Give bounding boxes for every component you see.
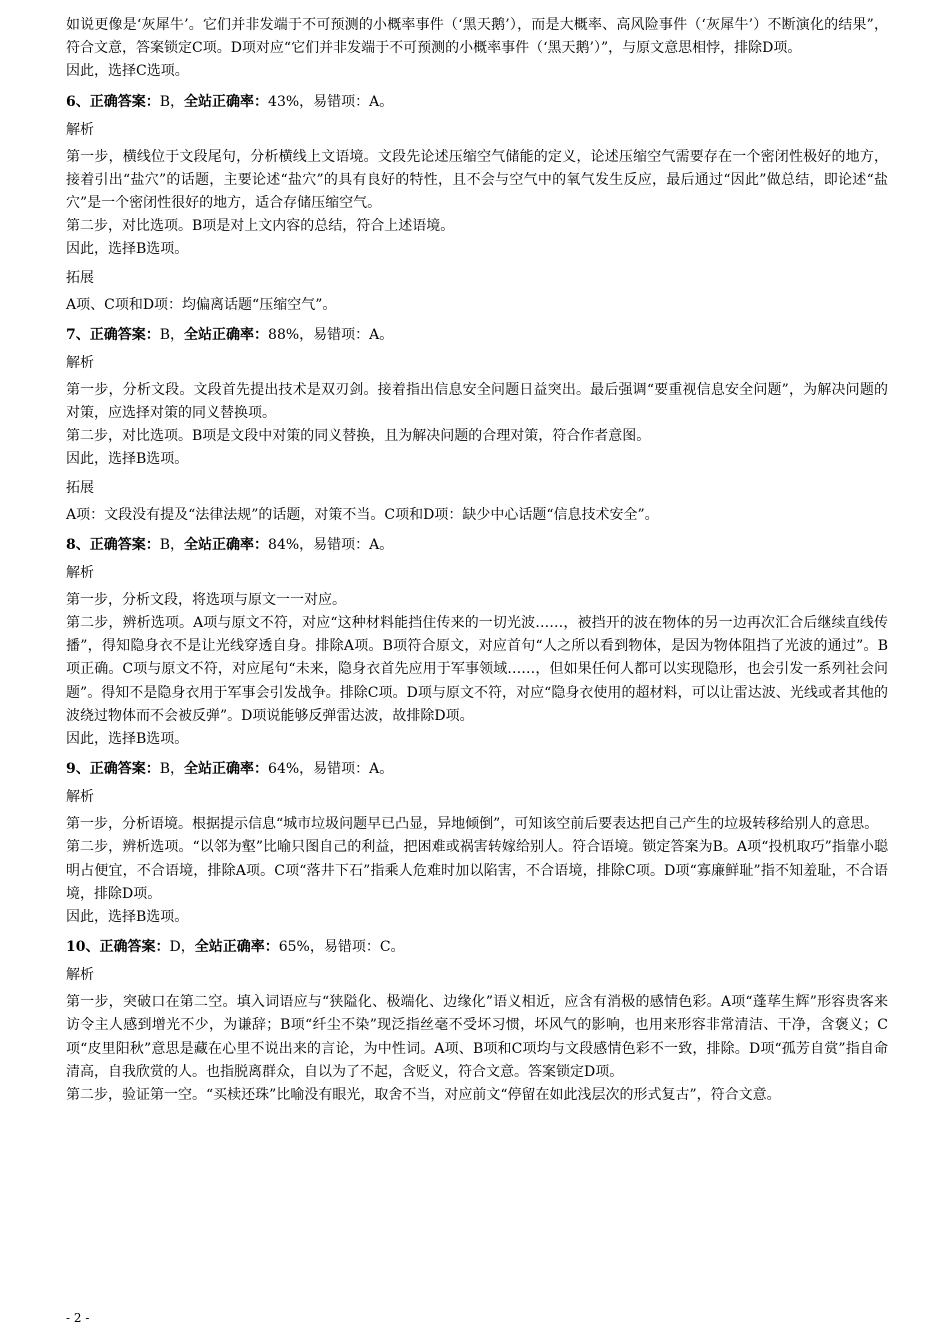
analysis-paragraph: 第一步，分析文段，将选项与原文一一对应。 xyxy=(66,591,346,608)
extension-paragraph: A项、C项和D项：均偏离话题“压缩空气”。 xyxy=(66,296,337,313)
wrong-value: C。 xyxy=(379,939,405,956)
wrong-value: A。 xyxy=(369,761,394,778)
rate-value: 88% xyxy=(268,326,300,343)
rate-value: 64% xyxy=(268,761,300,778)
analysis-paragraph: 因此，选择B选项。 xyxy=(66,909,189,926)
answer-label: 正确答案： xyxy=(89,761,160,778)
answer-label: 正确答案： xyxy=(89,326,160,343)
question-header xyxy=(66,757,888,781)
answer-value: B， xyxy=(159,93,185,110)
question-header xyxy=(66,90,888,114)
analysis-paragraph: 因此，选择B选项。 xyxy=(66,451,189,468)
analysis-heading: 解析 xyxy=(66,967,94,984)
question-number: 8、 xyxy=(66,536,90,553)
wrong-value: A。 xyxy=(369,326,394,343)
question-block-8 xyxy=(66,533,888,751)
extension-paragraph: A项：文段没有提及“法律法规”的话题，对策不当。C项和D项：缺少中心话题“信息技术安全”。 xyxy=(66,506,659,523)
wrong-value: A。 xyxy=(369,536,394,553)
answer-value: D， xyxy=(169,939,195,956)
answer-label: 正确答案： xyxy=(89,536,160,553)
question-header xyxy=(66,935,888,959)
question-block-6 xyxy=(66,90,888,317)
question-number: 7、 xyxy=(66,326,90,343)
wrong-label: ，易错项： xyxy=(299,326,370,343)
wrong-label: ，易错项： xyxy=(309,939,380,956)
question-block-10 xyxy=(66,935,888,1107)
question-number: 6、 xyxy=(66,93,90,110)
intro-conclusion: 因此，选择C选项。 xyxy=(66,63,189,80)
question-header xyxy=(66,323,888,347)
answer-label: 正确答案： xyxy=(99,939,170,956)
question-header xyxy=(66,533,888,557)
analysis-paragraph: 第二步，对比选项。B项是文段中对策的同义替换，且为解决问题的合理对策，符合作者意图。 xyxy=(66,428,651,445)
analysis-heading: 解析 xyxy=(66,354,94,371)
analysis-paragraph: 第一步，分析文段。文段首先提出技术是双刃剑。接着指出信息安全问题日益突出。最后强调“要重视信息安全问题”，为解决问题的对策，应选择对策的同义替换项。 xyxy=(66,381,888,422)
rate-value: 84% xyxy=(268,536,300,553)
question-block-7 xyxy=(66,323,888,527)
rate-label: 全站正确率： xyxy=(184,326,269,343)
question-block-9 xyxy=(66,757,888,929)
analysis-heading: 解析 xyxy=(66,789,94,806)
analysis-paragraph: 因此，选择B选项。 xyxy=(66,731,189,748)
intro-paragraph: 如说更像是‘灰犀牛’。它们并非发端于不可预测的小概率事件（‘黑天鹅’），而是大概率、高风险事件（‘灰犀牛’）不断演化的结果”，符合文意，答案锁定C项。D项对应“它们并非发端于不可预测的小概率事件（‘黑天鹅’）”，与原文意思相悖，排除D项。 xyxy=(66,17,888,57)
wrong-label: ，易错项： xyxy=(299,761,370,778)
page-number: - 2 - xyxy=(66,1311,90,1325)
analysis-paragraph: 第二步，辨析选项。A项与原文不符，对应“这种材料能挡住传来的一切光波……，被挡开的波在物体的另一边再次汇合后继续直线传播”，得知隐身衣不是让光线穿透自身。排除A项。B项符合原文，对应首句“人之所以看到物体，是因为物体阻挡了光波的通过”。B项正确。C项与原文不符，对应尾句“未来，隐身衣首先应用于军事领域……，但如果任何人都可以实现隐形，也会引发一系列社会问题”。得知不是隐身衣用于军事会引发战争。排除C项。D项与原文不符，对应“隐身衣使用的超材料，可以让雷达波、光线或者其他的波绕过物体而不会被反弹”。D项说能够反弹雷达波，故排除D项。 xyxy=(66,615,888,724)
question-number: 9、 xyxy=(66,761,90,778)
extension-heading: 拓展 xyxy=(66,479,94,496)
analysis-paragraph: 第一步，横线位于文段尾句，分析横线上文语境。文段先论述压缩空气储能的定义，论述压缩空气需要存在一个密闭性极好的地方，接着引出“盐穴”的话题，主要论述“盐穴”的具有良好的特性，且不会与空气中的氧气发生反应，最后通过“因此”做总结，即论述“盐穴”是一个密闭性很好的地方，适合存储压缩空气。 xyxy=(66,148,888,212)
wrong-label: ，易错项： xyxy=(299,536,370,553)
analysis-paragraph: 因此，选择B选项。 xyxy=(66,241,189,258)
analysis-paragraph: 第一步，分析语境。根据提示信息“城市垃圾问题早已凸显，异地倾倒”，可知该空前后要表达把自己产生的垃圾转移给别人的意思。 xyxy=(66,816,879,833)
extension-heading: 拓展 xyxy=(66,269,94,286)
rate-label: 全站正确率： xyxy=(184,536,269,553)
analysis-paragraph: 第二步，辨析选项。“以邻为壑”比喻只图自己的利益，把困难或祸害转嫁给别人。符合语境。锁定答案为B。A项“投机取巧”指靠小聪明占便宜，不合语境，排除A项。C项“落井下石”指乘人危难时加以陷害，不合语境，排除C项。D项“寡廉鲜耻”指不知羞耻，不合语境，排除D项。 xyxy=(66,839,888,902)
rate-label: 全站正确率： xyxy=(184,761,269,778)
analysis-heading: 解析 xyxy=(66,564,94,581)
question-number: 10、 xyxy=(66,939,100,956)
answer-value: B， xyxy=(159,326,185,343)
analysis-paragraph: 第二步，对比选项。B项是对上文内容的总结，符合上述语境。 xyxy=(66,218,455,235)
answer-label: 正确答案： xyxy=(89,93,160,110)
wrong-label: ，易错项： xyxy=(299,93,370,110)
analysis-paragraph: 第一步，突破口在第二空。填入词语应与“狭隘化、极端化、边缘化”语义相近，应含有消极的感情色彩。A项“蓬荜生辉”形容贵客来访令主人感到增光不少，为谦辞；B项“纤尘不染”现泛指丝毫不受坏习惯，坏风气的影响，也用来形容非常清洁、干净，含褒义；C项“皮里阳秋”意思是藏在心里不说出来的言论，为中性词。A项、B项和C项均与文段感情色彩不一致，排除。D项“孤芳自赏”指自命清高，自我欣赏的人。也指脱离群众，自以为了不起，含贬义，符合文意。答案锁定D项。 xyxy=(66,994,888,1080)
wrong-value: A。 xyxy=(369,93,394,110)
rate-label: 全站正确率： xyxy=(184,93,269,110)
analysis-heading: 解析 xyxy=(66,121,94,138)
document-page xyxy=(66,14,888,1107)
rate-value: 65% xyxy=(278,939,310,956)
analysis-paragraph: 第二步，验证第一空。“买椟还珠”比喻没有眼光，取舍不当，对应前文“停留在如此浅层次的形式复古”，符合文意。 xyxy=(66,1087,781,1104)
rate-label: 全站正确率： xyxy=(194,939,279,956)
answer-value: B， xyxy=(159,536,185,553)
rate-value: 43% xyxy=(268,93,300,110)
answer-value: B， xyxy=(159,761,185,778)
